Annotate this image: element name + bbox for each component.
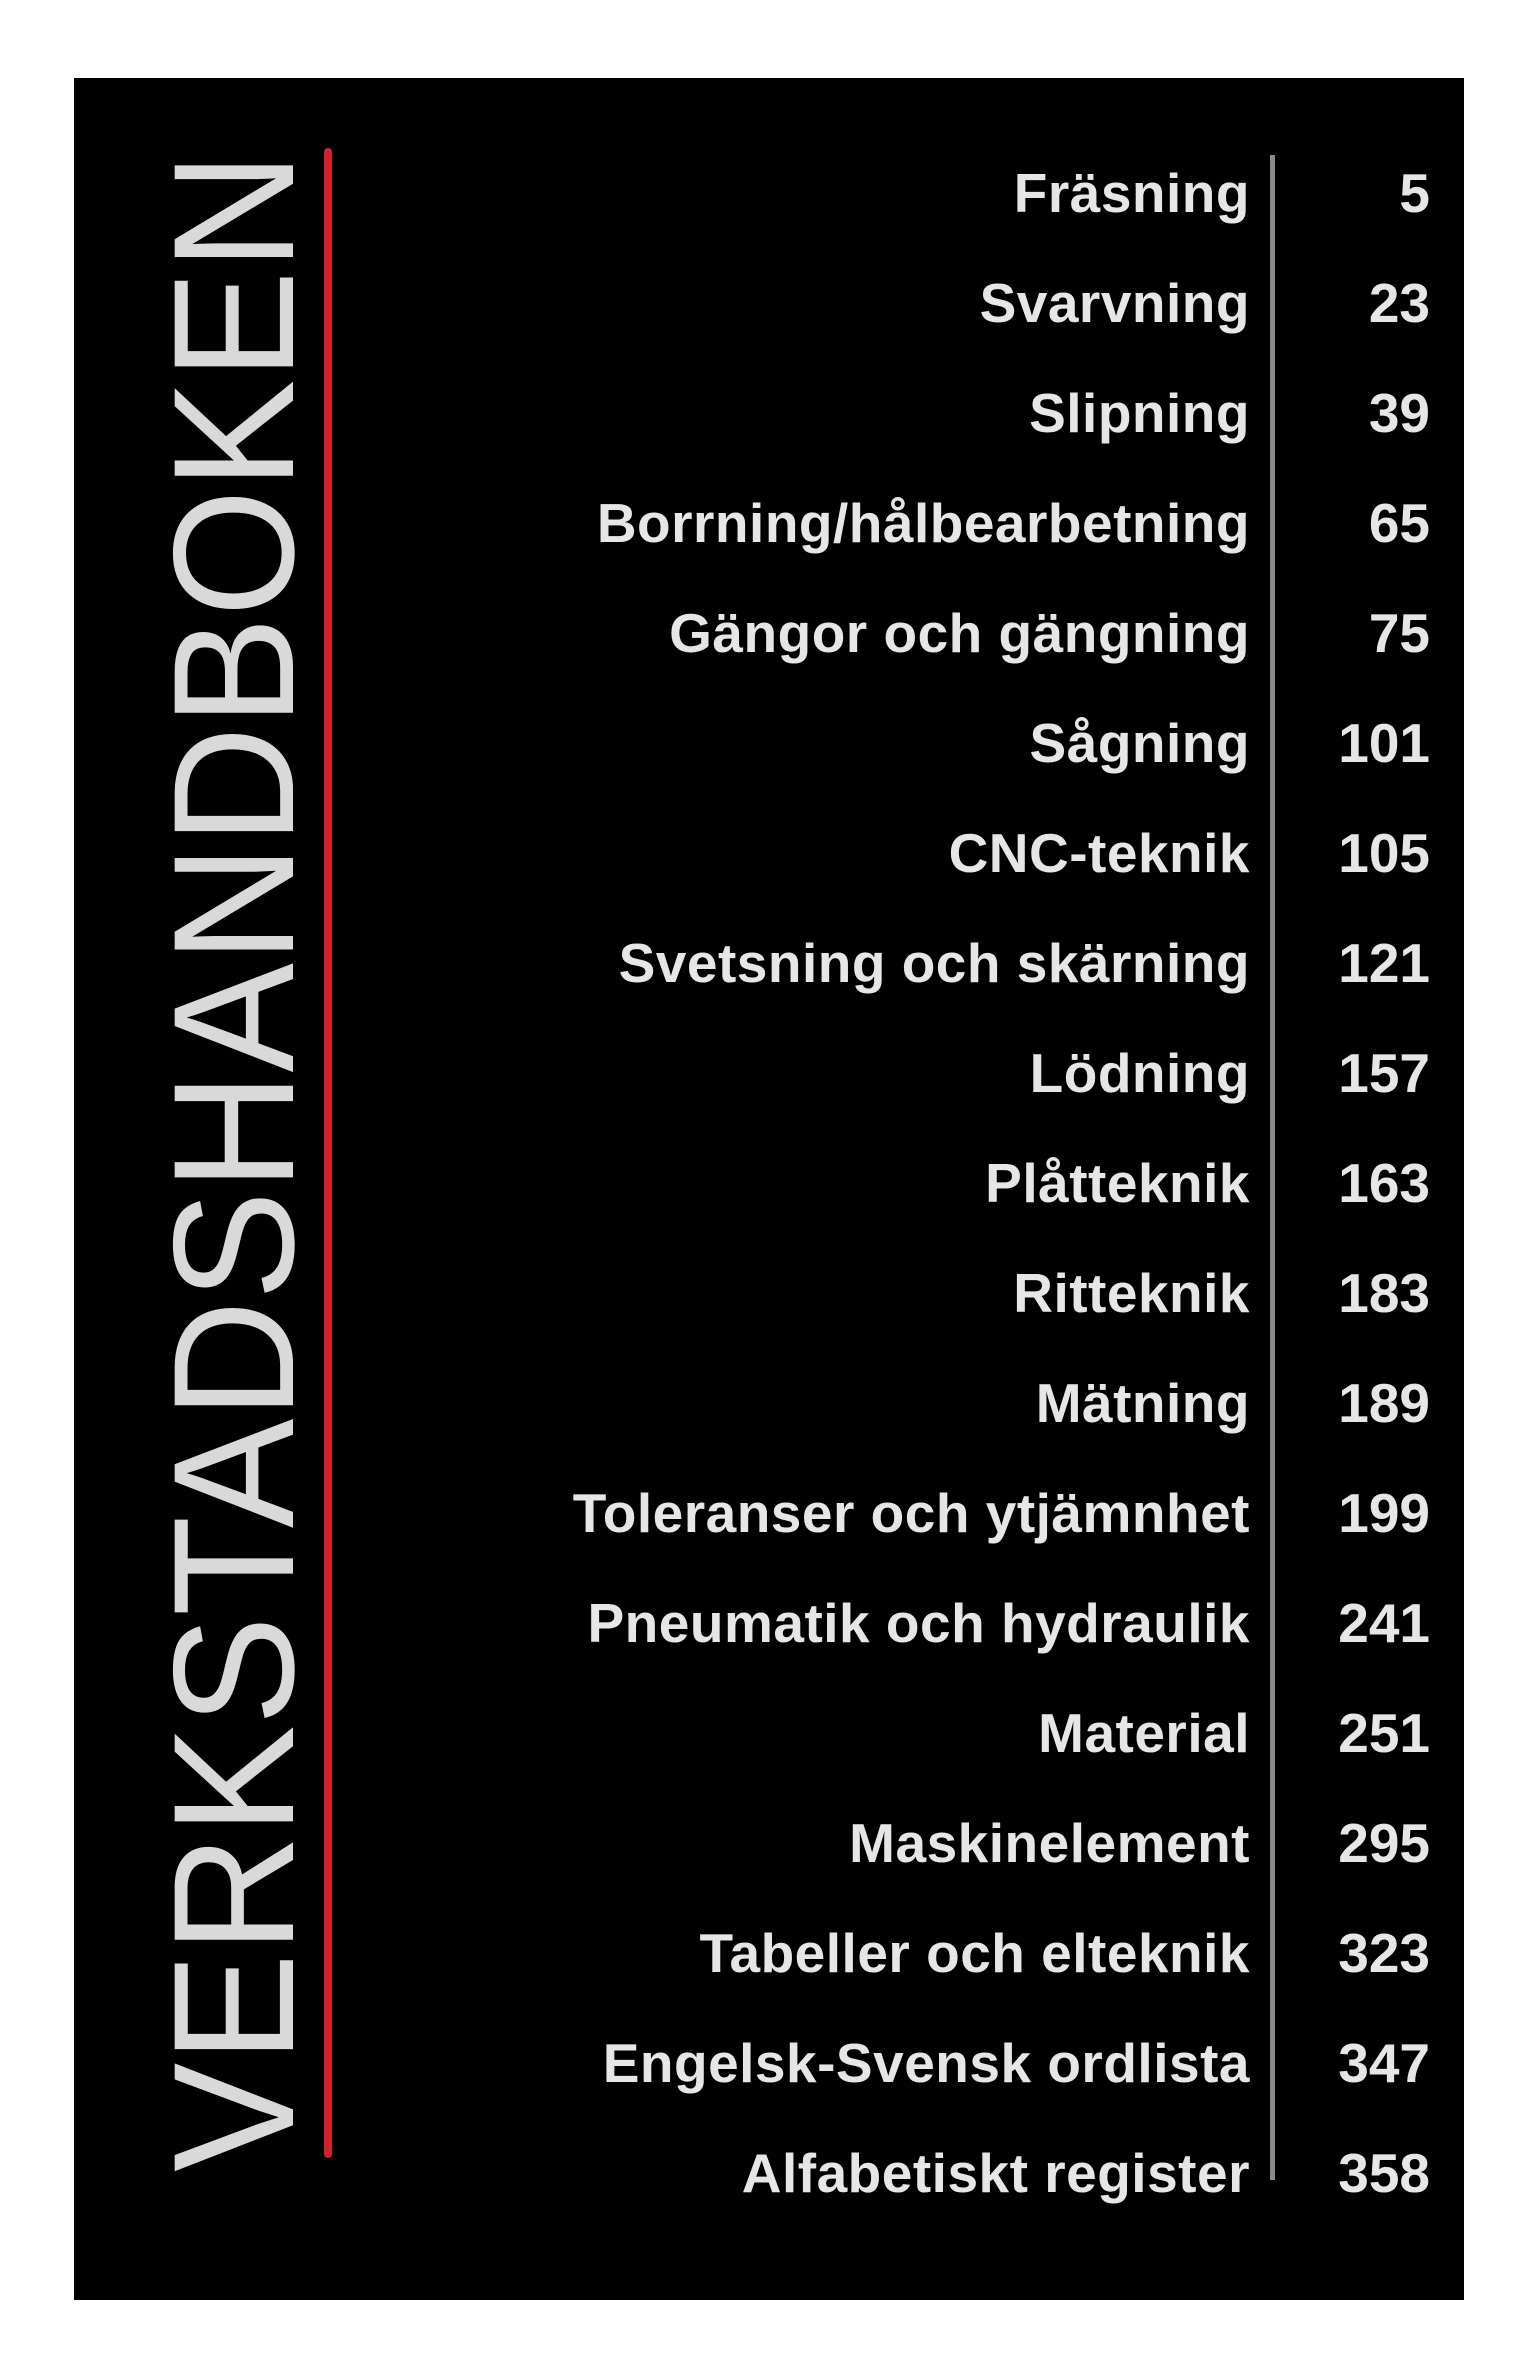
toc-entry-page: 105	[1338, 822, 1430, 884]
toc-entry-title: Toleranser och ytjämnhet	[572, 1482, 1250, 1544]
toc-entry-matning	[400, 1361, 1430, 1445]
toc-entry-ritteknik	[400, 1251, 1430, 1335]
toc-entry-page: 65	[1368, 492, 1430, 554]
toc-entry-page: 347	[1338, 2032, 1430, 2094]
toc-entry-ordlista	[400, 2021, 1430, 2105]
toc-entry-title: CNC-teknik	[948, 822, 1250, 884]
toc-entry-page: 101	[1338, 712, 1430, 774]
toc-entry-material	[400, 1691, 1430, 1775]
toc-entry-page: 75	[1368, 602, 1430, 664]
toc-entry-lodning	[400, 1031, 1430, 1115]
toc-entry-page: 183	[1338, 1262, 1430, 1324]
toc-entry-svarvning	[400, 261, 1430, 345]
toc-entry-title: Lödning	[1029, 1042, 1250, 1104]
toc-entry-borrning	[400, 481, 1430, 565]
toc-entry-page: 241	[1338, 1592, 1430, 1654]
toc-entry-page: 23	[1368, 272, 1430, 334]
toc-entry-tabeller	[400, 1911, 1430, 1995]
toc-entry-platteknik	[400, 1141, 1430, 1225]
toc-entry-page: 163	[1338, 1152, 1430, 1214]
toc-entry-frasning	[400, 151, 1430, 235]
toc-entry-title: Engelsk-Svensk ordlista	[602, 2032, 1250, 2094]
cover-title: VERKSTADSHANDBOKEN	[138, 53, 330, 2172]
toc-entry-page: 295	[1338, 1812, 1430, 1874]
toc-entry-page: 5	[1399, 162, 1430, 224]
toc-entry-title: Material	[1038, 1702, 1250, 1764]
toc-entry-title: Pneumatik och hydraulik	[587, 1592, 1250, 1654]
toc-entry-page: 39	[1368, 382, 1430, 444]
toc-entry-page: 199	[1338, 1482, 1430, 1544]
toc-entry-title: Svetsning och skärning	[618, 932, 1250, 994]
toc-entry-title: Tabeller och elteknik	[699, 1922, 1250, 1984]
toc-entry-cnc-teknik	[400, 811, 1430, 895]
toc-entry-gangor	[400, 591, 1430, 675]
toc-entry-maskinelement	[400, 1801, 1430, 1885]
toc-entry-sagning	[400, 701, 1430, 785]
toc-entry-title: Mätning	[1035, 1372, 1250, 1434]
toc-entry-title: Maskinelement	[849, 1812, 1250, 1874]
toc-entry-toleranser	[400, 1471, 1430, 1555]
toc-entry-page: 121	[1338, 932, 1430, 994]
toc-entry-title: Ritteknik	[1013, 1262, 1250, 1324]
toc-entry-page: 323	[1338, 1922, 1430, 1984]
toc-entry-svetsning	[400, 921, 1430, 1005]
toc-entry-page: 358	[1338, 2142, 1430, 2204]
toc-entry-pneumatik	[400, 1581, 1430, 1665]
toc-entry-page: 189	[1338, 1372, 1430, 1434]
toc-entry-page: 251	[1338, 1702, 1430, 1764]
toc-entry-register	[400, 2131, 1430, 2215]
toc-entry-title: Slipning	[1029, 382, 1250, 444]
toc-entry-title: Borrning/hålbearbetning	[596, 492, 1250, 554]
toc-entry-page: 157	[1338, 1042, 1430, 1104]
toc-entry-title: Alfabetiskt register	[741, 2142, 1250, 2204]
toc-entry-title: Svarvning	[979, 272, 1250, 334]
toc-entry-title: Sågning	[1029, 712, 1250, 774]
toc-entry-title: Fräsning	[1013, 162, 1250, 224]
toc-entry-title: Plåtteknik	[985, 1152, 1250, 1214]
toc-entry-slipning	[400, 371, 1430, 455]
toc-entry-title: Gängor och gängning	[669, 602, 1250, 664]
